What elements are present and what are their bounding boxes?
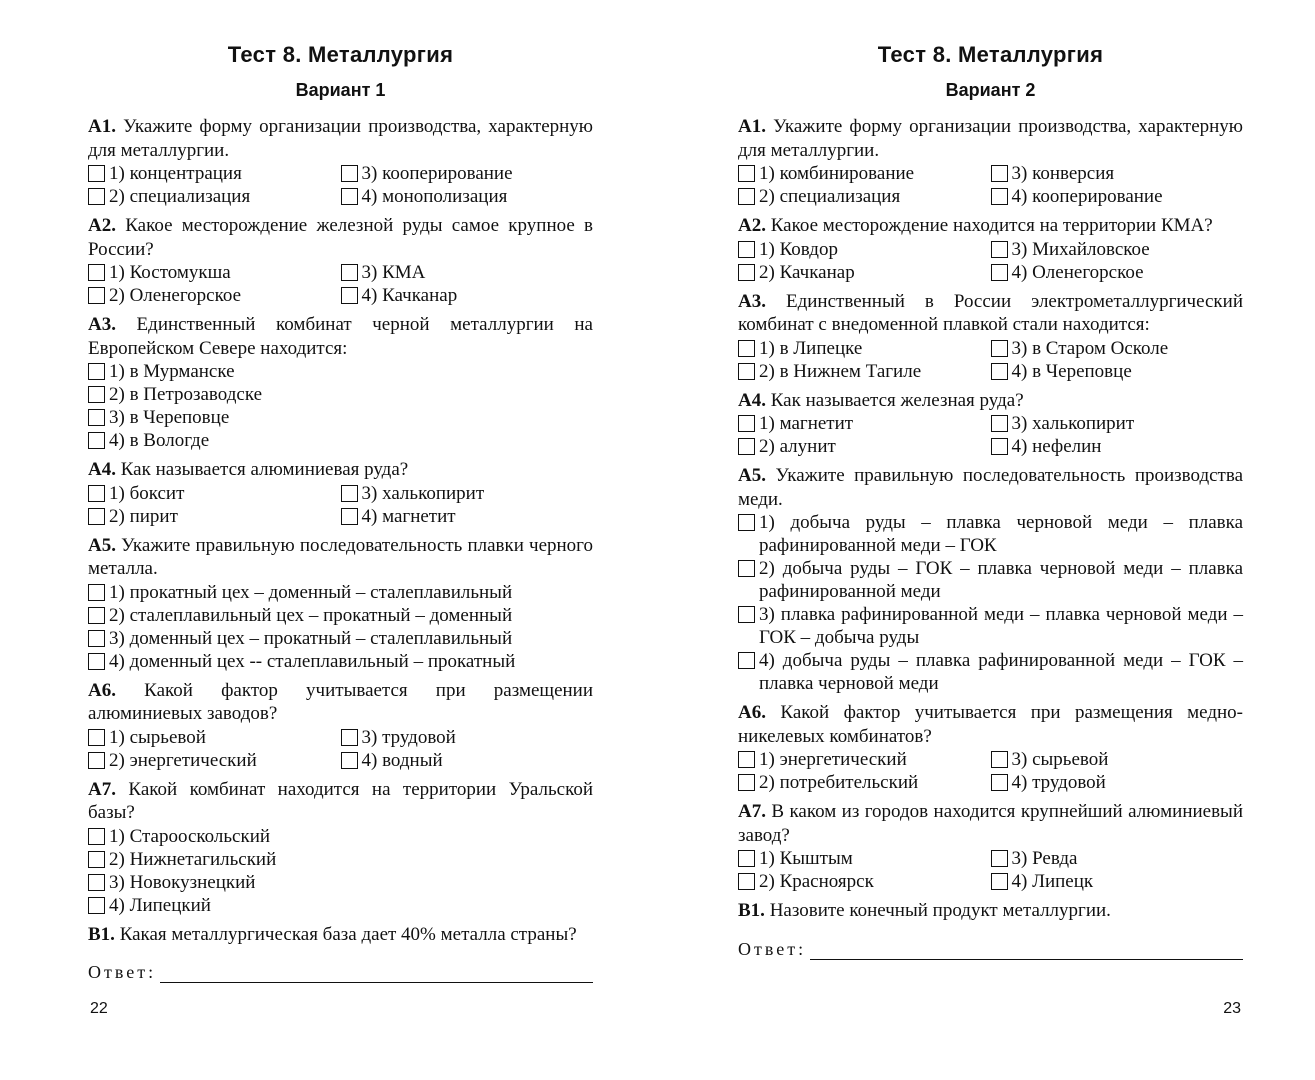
question-number: А3. [88, 314, 116, 335]
option-label: 2) Нижнетагильский [109, 848, 277, 870]
answer-option[interactable] [88, 406, 593, 429]
answer-option[interactable] [341, 749, 594, 772]
option-label: 3) Новокузнецкий [109, 871, 256, 893]
question-number: А1. [738, 116, 766, 137]
answer-option[interactable] [738, 771, 991, 794]
question-number: А7. [738, 801, 766, 822]
checkbox[interactable] [341, 188, 358, 205]
answer-options [88, 726, 593, 772]
answer-row [738, 939, 1243, 960]
checkbox[interactable] [88, 607, 105, 624]
checkbox[interactable] [88, 386, 105, 403]
option-label: 2) пирит [109, 505, 178, 527]
checkbox[interactable] [991, 188, 1008, 205]
answer-options [88, 261, 593, 307]
answer-option[interactable] [991, 847, 1244, 870]
option-label: 3) в Череповце [109, 407, 230, 428]
checkbox[interactable] [88, 287, 105, 304]
checkbox[interactable] [341, 165, 358, 182]
option-label: 3) доменный цех – прокатный – сталеплавильный [109, 627, 513, 649]
question-number: А7. [88, 778, 116, 800]
question-text: Укажите форму организации производства, характерную для металлургии. [88, 116, 593, 161]
answer-option[interactable] [991, 337, 1244, 360]
question-text: Единственный комбинат черной металлургии на Европейском Севере находится: [88, 314, 593, 359]
option-label: 4) в Череповце [1011, 360, 1132, 382]
answer-option[interactable] [341, 482, 594, 505]
answer-options [738, 238, 1243, 284]
question-а5 [88, 534, 593, 673]
checkbox[interactable] [738, 165, 755, 182]
question-text-block [738, 464, 1243, 511]
option-label: 3) плавка рафинированной меди – плавка черновой меди – ГОК – добыча руды [759, 604, 1243, 648]
answer-option[interactable] [991, 185, 1244, 208]
checkbox[interactable] [738, 850, 755, 867]
checkbox[interactable] [738, 438, 755, 455]
question-text: Единственный в России электрометаллургический комбинат с внедоменной плавкой стали находится: [738, 290, 1243, 335]
option-label: 4) нефелин [1011, 436, 1102, 457]
page-right [738, 0, 1243, 1080]
variant-heading: Вариант 1 [295, 80, 386, 100]
option-label: 2) в Петрозаводске [109, 384, 263, 405]
answer-option[interactable] [88, 360, 593, 383]
checkbox[interactable] [88, 432, 105, 449]
question-text-block [88, 458, 593, 482]
answer-options [738, 162, 1243, 208]
option-label: 4) Качканар [361, 285, 458, 306]
answer-option[interactable] [738, 162, 991, 185]
checkbox[interactable] [991, 241, 1008, 258]
answer-option[interactable] [88, 749, 341, 772]
answer-option[interactable] [341, 284, 594, 307]
question-number: В1. [88, 923, 115, 945]
question-text-block [88, 679, 593, 726]
answer-option[interactable] [738, 337, 991, 360]
test-title: Тест 8. Металлургия [877, 42, 1104, 67]
answer-options [88, 482, 593, 528]
question-а3 [88, 313, 593, 452]
checkbox[interactable] [991, 415, 1008, 432]
question-number: А6. [88, 679, 116, 701]
checkbox[interactable] [738, 774, 755, 791]
checkbox[interactable] [341, 508, 358, 525]
answer-option[interactable] [991, 412, 1244, 435]
question-text-block [88, 923, 593, 947]
question-в1 [88, 923, 593, 947]
question-text: В каком из городов находится крупнейший алюминиевый завод? [738, 801, 1243, 846]
checkbox[interactable] [88, 264, 105, 281]
option-label: 4) монополизация [361, 186, 508, 207]
answer-option[interactable] [991, 162, 1244, 185]
variant-heading: Вариант 2 [945, 80, 1036, 100]
checkbox[interactable] [991, 850, 1008, 867]
answer-option[interactable] [738, 412, 991, 435]
answer-option[interactable] [738, 847, 991, 870]
answer-option[interactable] [88, 650, 593, 673]
checkbox[interactable] [991, 363, 1008, 380]
option-label: 4) трудовой [1011, 772, 1106, 793]
answer-option[interactable] [738, 557, 1243, 603]
option-label: 4) Оленегорское [1011, 261, 1144, 283]
question-text: Как называется алюминиевая руда? [120, 459, 409, 480]
question-text-block [738, 115, 1243, 162]
test-title: Тест 8. Металлургия [227, 42, 454, 67]
option-label: 2) добыча руды – ГОК – плавка черновой меди – плавка рафинированной меди [759, 558, 1243, 602]
question-text-block [88, 534, 593, 581]
option-label: 1) комбинирование [759, 163, 915, 184]
option-label: 3) халькопирит [361, 482, 485, 504]
option-label: 3) в Старом Осколе [1011, 337, 1169, 359]
answer-options [738, 748, 1243, 794]
answer-option[interactable] [88, 185, 341, 208]
question-а1 [88, 115, 593, 208]
option-label: 1) Ковдор [759, 238, 838, 260]
answer-option[interactable] [341, 185, 594, 208]
option-label: 2) специализация [759, 186, 901, 207]
option-label: 1) в Мурманске [109, 361, 235, 382]
page-left [88, 0, 593, 1080]
option-label: 2) алунит [759, 436, 836, 457]
answer-option[interactable] [738, 603, 1243, 649]
question-text: Какое месторождение находится на территории КМА? [770, 215, 1213, 236]
question-number: А5. [88, 534, 116, 556]
option-label: 1) сырьевой [109, 726, 206, 748]
checkbox[interactable] [88, 508, 105, 525]
question-text: Укажите форму организации производства, характерную для металлургии. [738, 116, 1243, 161]
answer-option[interactable] [991, 238, 1244, 261]
answer-options [88, 825, 593, 917]
question-а1 [738, 115, 1243, 208]
option-label: 1) энергетический [759, 749, 907, 770]
option-label: 4) Липецкий [109, 894, 211, 916]
checkbox[interactable] [738, 606, 755, 623]
checkbox[interactable] [88, 584, 105, 601]
checkbox[interactable] [991, 340, 1008, 357]
option-label: 1) боксит [109, 482, 185, 504]
checkbox[interactable] [341, 729, 358, 746]
answer-option[interactable] [88, 429, 593, 452]
question-text-block [88, 313, 593, 360]
answer-option[interactable] [88, 505, 341, 528]
answer-option[interactable] [88, 383, 593, 406]
option-label: 3) конверсия [1011, 163, 1115, 184]
question-number: А6. [738, 702, 766, 723]
question-number: А2. [738, 215, 766, 236]
question-text-block [738, 389, 1243, 413]
answer-option[interactable] [738, 870, 991, 893]
answer-label: Ответ: [88, 962, 157, 982]
answer-option[interactable] [88, 482, 341, 505]
answer-option[interactable] [341, 162, 594, 185]
answer-option[interactable] [991, 748, 1244, 771]
question-text-block [738, 800, 1243, 847]
question-а7 [738, 800, 1243, 893]
checkbox[interactable] [738, 873, 755, 890]
checkbox[interactable] [738, 363, 755, 380]
checkbox[interactable] [341, 752, 358, 769]
question-number: А1. [88, 116, 116, 137]
answer-option[interactable] [991, 870, 1244, 893]
answer-options [738, 511, 1243, 695]
checkbox[interactable] [88, 874, 105, 891]
question-text: Укажите правильную последовательность плавки черного металла. [88, 534, 593, 579]
page-number: 23 [1223, 1000, 1241, 1017]
answer-option[interactable] [738, 511, 1243, 557]
option-label: 1) Костомукша [109, 262, 231, 283]
option-label: 3) КМА [361, 262, 426, 283]
option-label: 2) в Нижнем Тагиле [759, 360, 922, 382]
answer-option[interactable] [88, 261, 341, 284]
option-label: 2) Красноярск [759, 871, 874, 892]
question-а2 [738, 214, 1243, 284]
question-text: Какая металлургическая база дает 40% металла страны? [119, 923, 577, 945]
answer-option[interactable] [991, 771, 1244, 794]
question-в1 [738, 899, 1243, 923]
question-а2 [88, 214, 593, 307]
checkbox[interactable] [88, 653, 105, 670]
answer-option[interactable] [738, 360, 991, 383]
answer-option[interactable] [738, 649, 1243, 695]
checkbox[interactable] [88, 630, 105, 647]
option-label: 1) добыча руды – плавка черновой меди – плавка рафинированной меди – ГОК [759, 512, 1243, 556]
answer-input-line[interactable] [810, 941, 1243, 960]
answer-option[interactable] [991, 261, 1244, 284]
checkbox[interactable] [341, 264, 358, 281]
option-label: 4) доменный цех -- сталеплавильный – прокатный [109, 650, 516, 672]
checkbox[interactable] [738, 415, 755, 432]
checkbox[interactable] [88, 729, 105, 746]
checkbox[interactable] [991, 165, 1008, 182]
question-а4 [88, 458, 593, 528]
checkbox[interactable] [991, 264, 1008, 281]
checkbox[interactable] [738, 340, 755, 357]
option-label: 1) в Липецке [759, 337, 863, 359]
option-label: 1) Старооскольский [109, 825, 271, 847]
answer-option[interactable] [738, 238, 991, 261]
question-text-block [738, 899, 1243, 923]
checkbox[interactable] [991, 751, 1008, 768]
checkbox[interactable] [341, 485, 358, 502]
answer-label: Ответ: [738, 938, 807, 959]
answer-option[interactable] [341, 726, 594, 749]
option-label: 1) магнетит [759, 413, 854, 434]
question-text-block [738, 701, 1243, 748]
question-а6 [88, 679, 593, 772]
checkbox[interactable] [738, 514, 755, 531]
option-label: 3) Михайловское [1011, 238, 1150, 260]
option-label: 4) Липецк [1011, 871, 1094, 892]
question-а4 [738, 389, 1243, 459]
question-text: Какой фактор учитывается при размещения медно-никелевых комбинатов? [738, 702, 1244, 747]
checkbox[interactable] [991, 774, 1008, 791]
checkbox[interactable] [991, 873, 1008, 890]
option-label: 2) энергетический [109, 749, 257, 771]
answer-options [738, 337, 1243, 383]
checkbox[interactable] [88, 485, 105, 502]
answer-option[interactable] [88, 284, 341, 307]
option-label: 4) магнетит [361, 505, 456, 527]
checkbox[interactable] [88, 188, 105, 205]
answer-option[interactable] [88, 162, 341, 185]
answer-option[interactable] [88, 726, 341, 749]
question-number: А4. [738, 389, 766, 411]
checkbox[interactable] [738, 560, 755, 577]
question-text-block [88, 214, 593, 261]
question-а6 [738, 701, 1243, 794]
question-number: А5. [738, 465, 766, 486]
question-number: В1. [738, 900, 765, 921]
answer-option[interactable] [991, 435, 1244, 458]
answer-option[interactable] [88, 894, 593, 917]
option-label: 3) кооперирование [361, 163, 513, 184]
answer-option[interactable] [991, 360, 1244, 383]
question-text: Какой комбинат находится на территории Уральской базы? [88, 778, 593, 823]
option-label: 3) сырьевой [1011, 749, 1109, 770]
answer-option[interactable] [88, 627, 593, 650]
page-number: 22 [90, 1000, 108, 1017]
question-text: Назовите конечный продукт металлургии. [769, 900, 1111, 921]
answer-option[interactable] [88, 825, 593, 848]
question-text: Какое месторождение железной руды самое крупное в России? [88, 215, 594, 260]
checkbox[interactable] [88, 752, 105, 769]
checkbox[interactable] [341, 287, 358, 304]
answer-option[interactable] [738, 185, 991, 208]
checkbox[interactable] [738, 751, 755, 768]
answer-option[interactable] [88, 871, 593, 894]
option-label: 4) в Вологде [109, 430, 210, 451]
checkbox[interactable] [88, 363, 105, 380]
answer-options [738, 847, 1243, 893]
answer-option[interactable] [738, 748, 991, 771]
option-label: 2) Оленегорское [109, 285, 241, 306]
checkbox[interactable] [991, 438, 1008, 455]
checkbox[interactable] [88, 828, 105, 845]
question-text: Какой фактор учитывается при размещении алюминиевых заводов? [88, 679, 594, 724]
answer-option[interactable] [738, 261, 991, 284]
option-label: 2) потребительский [759, 772, 919, 793]
answer-options [88, 162, 593, 208]
question-а7 [88, 778, 593, 917]
question-text-block [738, 214, 1243, 238]
option-label: 1) прокатный цех – доменный – сталеплавильный [109, 581, 513, 603]
checkbox[interactable] [88, 851, 105, 868]
answer-row [88, 962, 593, 983]
answer-option[interactable] [88, 604, 593, 627]
answer-options [738, 412, 1243, 458]
answer-options [88, 581, 593, 673]
checkbox[interactable] [738, 188, 755, 205]
answer-option[interactable] [88, 581, 593, 604]
option-label: 1) концентрация [109, 163, 242, 184]
question-text: Как называется железная руда? [770, 389, 1024, 411]
question-а3 [738, 290, 1243, 383]
option-label: 4) кооперирование [1011, 186, 1163, 207]
checkbox[interactable] [88, 165, 105, 182]
answer-option[interactable] [341, 505, 594, 528]
option-label: 4) добыча руды – плавка рафинированной меди – ГОК – плавка черновой меди [759, 650, 1243, 694]
checkbox[interactable] [738, 652, 755, 669]
question-а5 [738, 464, 1243, 695]
answer-option[interactable] [88, 848, 593, 871]
option-label: 4) водный [361, 749, 443, 771]
option-label: 2) специализация [109, 186, 251, 207]
checkbox[interactable] [738, 241, 755, 258]
question-text: Укажите правильную последовательность производства меди. [738, 465, 1244, 510]
checkbox[interactable] [88, 409, 105, 426]
answer-option[interactable] [341, 261, 594, 284]
question-text-block [88, 778, 593, 825]
question-number: А3. [738, 290, 766, 312]
option-label: 2) Качканар [759, 261, 855, 283]
answer-input-line[interactable] [160, 964, 593, 983]
checkbox[interactable] [738, 264, 755, 281]
option-label: 3) халькопирит [1011, 413, 1135, 434]
option-label: 2) сталеплавильный цех – прокатный – доменный [109, 604, 513, 626]
checkbox[interactable] [88, 897, 105, 914]
question-number: А4. [88, 459, 116, 480]
option-label: 3) трудовой [361, 726, 456, 748]
answer-options [88, 360, 593, 452]
answer-option[interactable] [738, 435, 991, 458]
option-label: 3) Ревда [1011, 848, 1078, 869]
question-number: А2. [88, 215, 116, 236]
question-text-block [738, 290, 1243, 337]
option-label: 1) Кыштым [759, 848, 853, 869]
question-text-block [88, 115, 593, 162]
